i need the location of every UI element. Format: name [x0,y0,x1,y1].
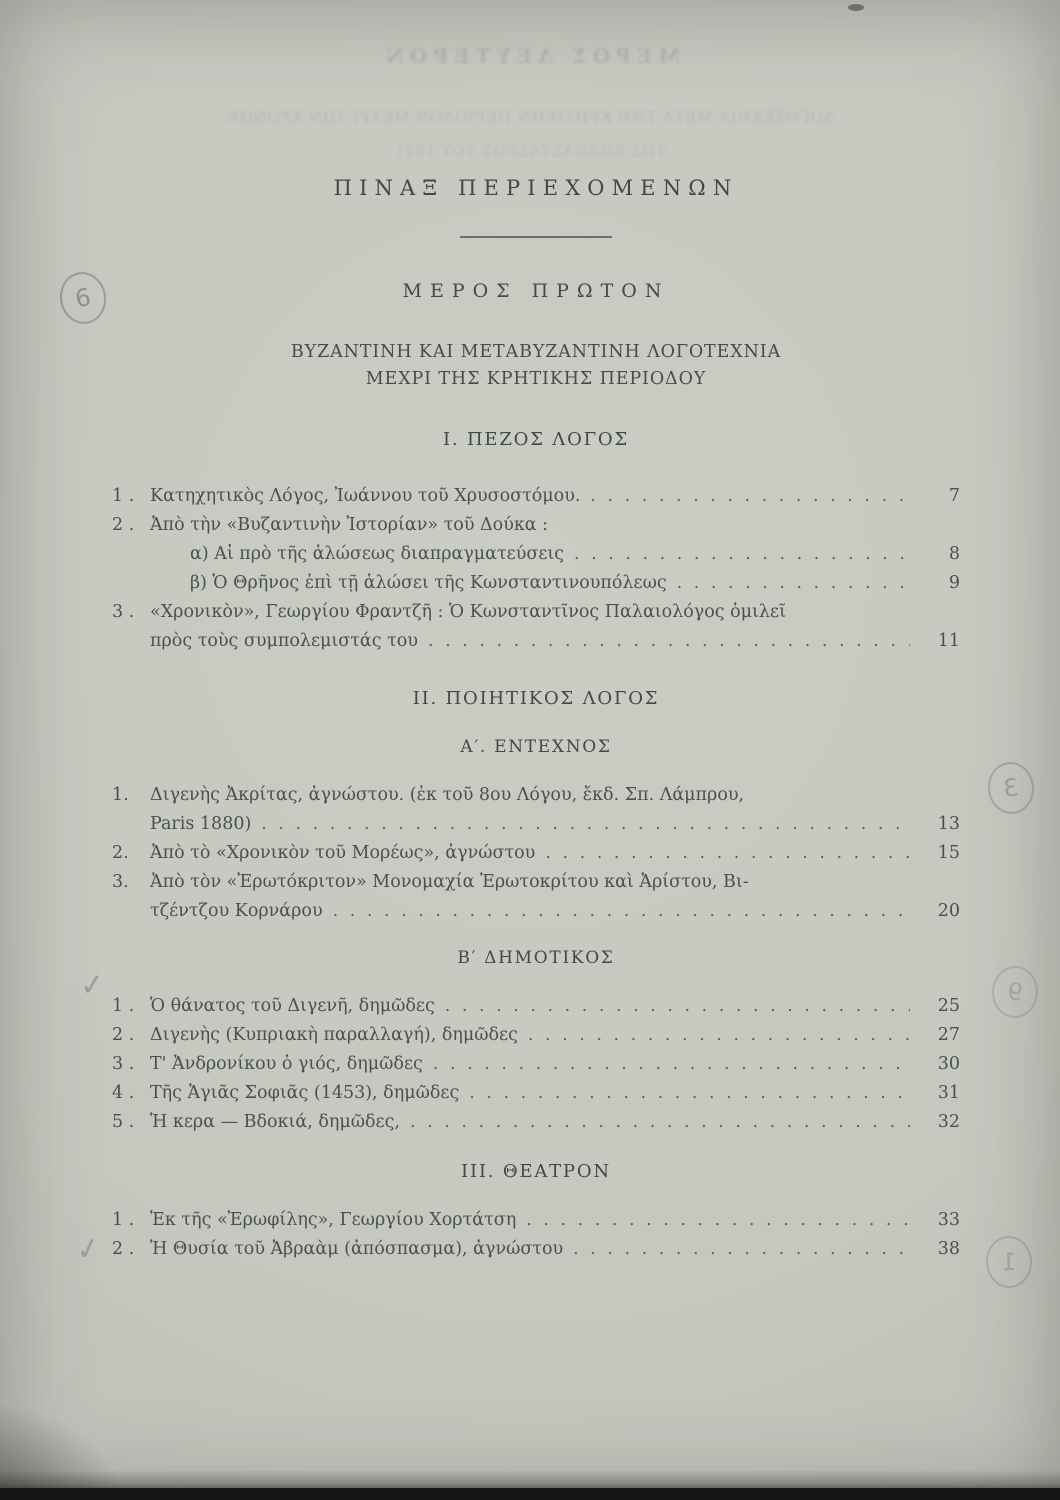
entry-page: 32 [937,1112,960,1132]
toc-entry [112,1050,960,1079]
entry-page: 25 [937,996,960,1016]
toc-entry [112,482,960,511]
section-heading-poiitikos-logos: ΙΙ. ΠΟΙΗΤΙΚΟΣ ΛΟΓΟΣ [412,688,660,709]
entry-text: «Χρονικὸν», Γεωργίου Φραντζῆ : Ὁ Κωνσταντῖνος Παλαιολόγος ὁμιλεῖ [150,602,786,622]
entry-page: 20 [937,901,960,921]
leader-dots [573,1235,910,1264]
entry-text: Ἐκ τῆς «Ἐρωφίλης», Γεωργίου Χορτάτση [150,1210,517,1230]
handwritten-circled-number-bleed: 9 [990,964,1040,1019]
subsection-heading-entexnos: Α′. ΕΝΤΕΧΝΟΣ [460,737,612,757]
section-heading-theatron: ΙΙΙ. ΘΕΑΤΡΟΝ [461,1161,611,1182]
leader-dots [469,1079,910,1108]
entry-text: Τ' Ἀνδρονίκου ὁ γιός, δημῶδες [150,1054,423,1074]
scan-bottom-bar [0,1488,1060,1500]
section3-entries [112,1206,960,1264]
entry-number: 4 . [112,1083,135,1103]
entry-text: τζέντζου Κορνάρου [150,901,323,921]
entry-text: β) Ὁ Θρῆνος ἐπὶ τῇ ἁλώσει τῆς Κωνσταντινουπόλεως [190,573,667,593]
handwritten-checkmark: ✓ [72,1229,105,1270]
entry-page: 31 [937,1083,960,1103]
leader-dots [574,540,910,569]
entry-number: 1 . [112,996,135,1016]
toc-entry [112,1021,960,1050]
toc-entry [112,992,960,1021]
toc-entry-continuation [112,810,960,839]
entry-number: 3. [112,872,129,892]
leader-dots [545,839,910,868]
entry-text: Ἀπὸ τὴν «Βυζαντινὴν Ἱστορίαν» τοῦ Δούκα : [150,515,549,535]
entry-text: Διγενὴς (Κυπριακὴ παραλλαγή), δημῶδες [150,1025,518,1045]
entry-text: πρὸς τοὺς συμπολεμιστάς του [150,631,418,651]
handwritten-circled-number: 6 [56,268,110,327]
leader-dots [677,569,910,598]
entry-text: Κατηχητικὸς Λόγος, Ἰωάννου τοῦ Χρυσοστόμου. [150,486,581,506]
leader-dots [590,482,910,511]
handwritten-circled-number-bleed: 1 [985,1235,1034,1289]
page-title: ΠΙΝΑΞ ΠΕΡΙΕΧΟΜΕΝΩΝ [333,176,739,200]
entry-page: 8 [948,544,960,564]
entry-text: α) Αἱ πρὸ τῆς ἁλώσεως διαπραγματεύσεις [190,544,565,564]
section2a-entries [112,781,960,926]
entry-page: 30 [937,1054,960,1074]
leader-dots [433,1050,910,1079]
toc-entry [112,1235,960,1264]
toc-entry [112,868,960,897]
entry-number: 2 . [112,1239,135,1259]
bleedthrough-text: ΛΟΓΟΤΕΧΝΙΑ ΜΕΤΑ ΤΗΝ ΚΡΗΤΙΚΗΝ ΠΕΡΙΟΔΟΝ ΜΕΧΡΙ ΤΩΝ ΧΡΟΝΩΝ [225,108,835,126]
handwritten-checkmark: ✓ [78,966,107,1005]
entry-text: Paris 1880) [150,814,252,834]
toc-entry-continuation [112,627,960,656]
divider-rule [460,236,612,238]
leader-dots [410,1108,910,1137]
toc-entry [112,1079,960,1108]
toc-entry [112,781,960,810]
entry-page: 15 [937,843,960,863]
entry-page: 7 [948,486,960,506]
entry-page: 11 [937,631,960,651]
leader-dots [526,1206,910,1235]
toc-entry [112,1206,960,1235]
section2b-entries [112,992,960,1137]
leader-dots [261,810,910,839]
part-subtitle-line2: ΜΕΧΡΙ ΤΗΣ ΚΡΗΤΙΚΗΣ ΠΕΡΙΟΔΟΥ [365,369,707,389]
entry-page: 33 [937,1210,960,1230]
entry-text: Ἡ κερα — Βδοκιά, δημῶδες, [150,1112,400,1132]
subsection-heading-dimotikos: Β′ ΔΗΜΟΤΙΚΟΣ [457,948,615,968]
section1-entries [112,482,960,656]
toc-entry [112,839,960,868]
toc-entry-continuation [112,897,960,926]
entry-number: 2 . [112,1025,135,1045]
toc-entry [112,1108,960,1137]
leader-dots [445,992,910,1021]
leader-dots [333,897,910,926]
entry-number: 3 . [112,602,135,622]
entry-number: 3 . [112,1054,135,1074]
entry-text: Ἀπὸ τὸν «Ἐρωτόκριτον» Μονομαχία Ἐρωτοκρίτου καὶ Ἀρίστου, Βι- [150,872,749,892]
entry-text: Διγενὴς Ἀκρίτας, ἀγνώστου. (ἐκ τοῦ 8ου Λόγου, ἔκδ. Σπ. Λάμπρου, [150,785,745,805]
toc-subentry [112,569,960,598]
entry-number: 1 . [112,486,135,506]
entry-text: Τῆς Ἁγιᾶς Σοφιᾶς (1453), δημῶδες [150,1083,460,1103]
entry-number: 5 . [112,1112,135,1132]
entry-page: 13 [937,814,960,834]
entry-number: 1. [112,785,129,805]
leader-dots [528,1021,910,1050]
bleedthrough-text: ΤΗΣ ΕΠΑΝΑΣΤΑΣΕΩΣ ΤΟΥ 1821 [394,142,666,160]
bleedthrough-text: ΜΕΡΟΣ ΔΕΥΤΕΡΟΝ [379,44,681,68]
handwritten-circled-number-bleed: 3 [985,760,1036,817]
entry-text: Ὁ θάνατος τοῦ Διγενῆ, δημῶδες [150,996,435,1016]
entry-page: 27 [937,1025,960,1045]
scan-speck [848,4,864,11]
section-heading-pezos-logos: Ι. ΠΕΖΟΣ ΛΟΓΟΣ [442,429,630,450]
toc-entry [112,511,960,540]
toc-entry [112,598,960,627]
leader-dots [428,627,910,656]
entry-text: Ἡ Θυσία τοῦ Ἀβραὰμ (ἀπόσπασμα), ἀγνώστου [150,1239,564,1259]
entry-page: 38 [937,1239,960,1259]
entry-text: Ἀπὸ τὸ «Χρονικὸν τοῦ Μορέως», ἀγνώστου [150,843,536,863]
entry-number: 1 . [112,1210,135,1230]
part-subtitle-line1: ΒΥΖΑΝΤΙΝΗ ΚΑΙ ΜΕΤΑΒΥΖΑΝΤΙΝΗ ΛΟΓΟΤΕΧΝΙΑ [290,342,782,362]
part-heading: ΜΕΡΟΣ ΠΡΩΤΟΝ [402,280,670,302]
toc-subentry [112,540,960,569]
entry-page: 9 [948,573,960,593]
entry-number: 2. [112,843,129,863]
entry-number: 2 . [112,515,135,535]
